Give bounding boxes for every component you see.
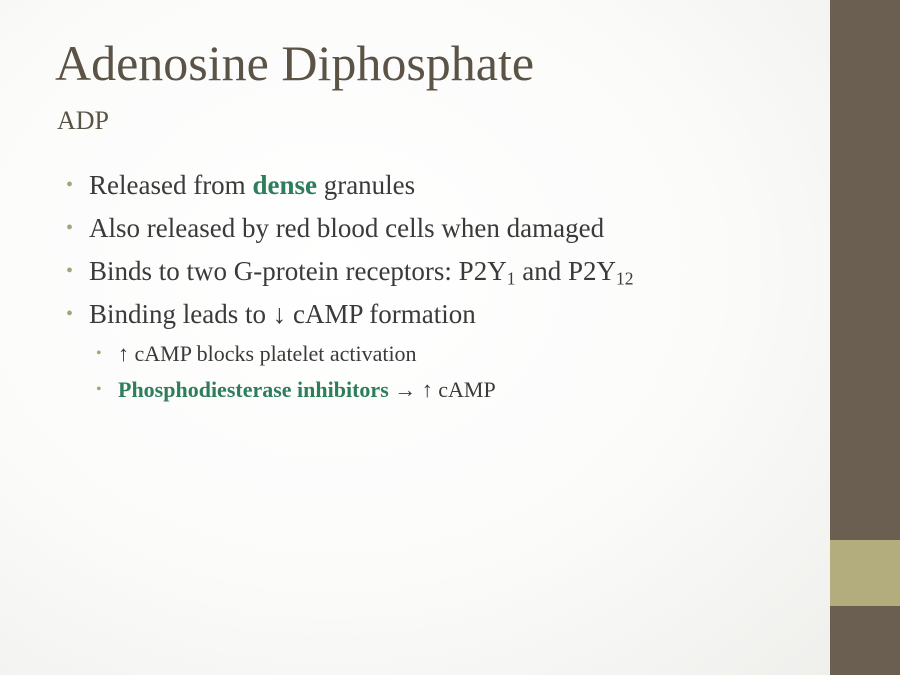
bullet-text: Released from [89, 170, 253, 200]
bullet-item [66, 293, 806, 336]
bullet-dot-icon: • [96, 345, 102, 362]
sub-bullet-item [96, 336, 806, 372]
sub-bullet-item [96, 372, 806, 408]
bullet-list [66, 164, 806, 408]
bullet-dot-icon: • [96, 381, 102, 398]
subscript: 12 [615, 268, 634, 289]
subscript: 1 [506, 268, 516, 289]
bullet-text: Also released by red blood cells when damaged [89, 213, 605, 243]
bullet-emphasis: Phosphodiesterase inhibitors [118, 377, 389, 402]
bullet-item [66, 250, 806, 293]
bullet-text: → ↑ cAMP [388, 377, 496, 402]
bullet-text: and P2Y [515, 256, 616, 286]
bullet-text: ↑ cAMP blocks platelet activation [118, 341, 417, 366]
bullet-dot-icon: • [66, 217, 74, 239]
bullet-dot-icon: • [66, 260, 74, 282]
sidebar-accent-block [830, 540, 900, 606]
bullet-emphasis: dense [252, 170, 317, 200]
bullet-text: granules [316, 170, 416, 200]
bullet-item [66, 164, 806, 207]
bullet-text: Binds to two G-protein receptors: P2Y [89, 256, 507, 286]
bullet-dot-icon: • [66, 174, 74, 196]
slide-title: Adenosine Diphosphate [55, 35, 535, 91]
bullet-item [66, 207, 806, 250]
bullet-dot-icon: • [66, 303, 74, 325]
bullet-text: Binding leads to ↓ cAMP formation [89, 299, 476, 329]
slide-subtitle: ADP [57, 106, 110, 135]
